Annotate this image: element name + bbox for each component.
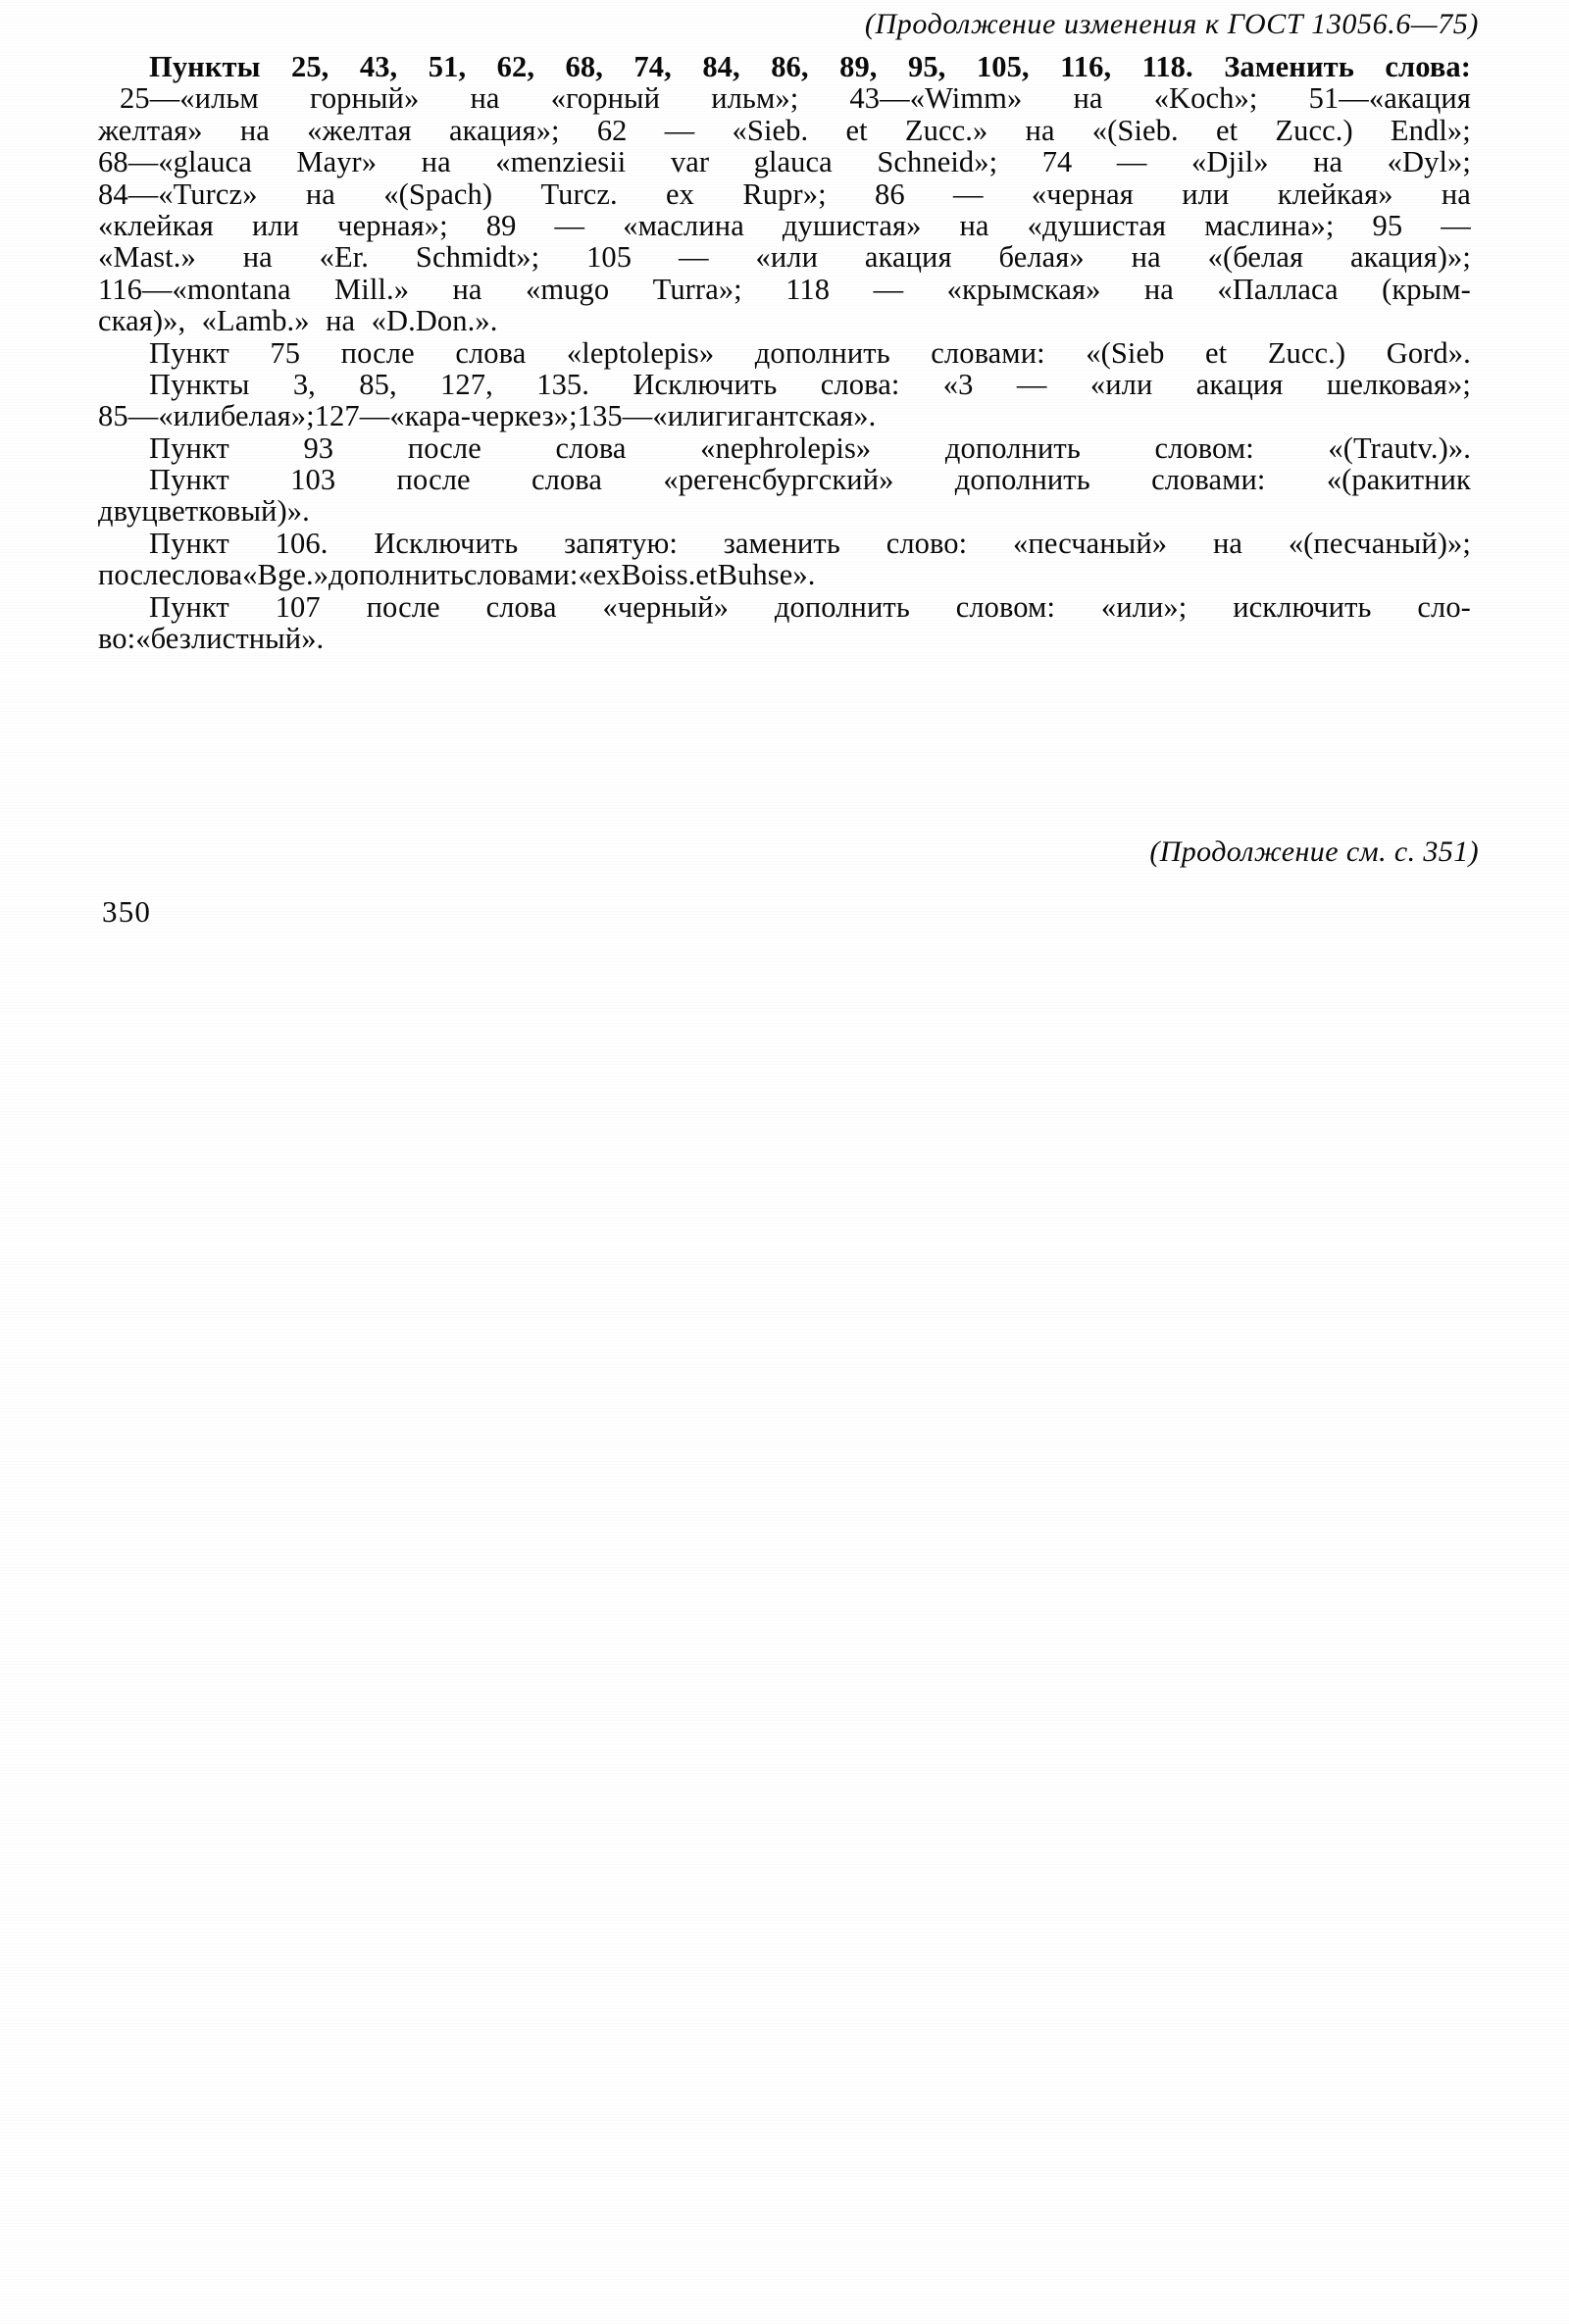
word: слова [172, 558, 243, 592]
word: желтая» [98, 113, 203, 147]
word: на [1441, 177, 1471, 211]
word: акация»; [448, 113, 560, 147]
word: после [396, 463, 471, 497]
word: «Koch»; [1153, 81, 1258, 116]
word: «черный» [602, 589, 730, 624]
word: 135 [577, 399, 623, 433]
word: Zucc.) [1267, 335, 1346, 370]
word: Пункт [149, 430, 229, 465]
word: слова [531, 463, 603, 497]
word: 127, [440, 367, 493, 401]
running-head: (Продолжение изменения к ГОСТ 13056.6—75) [864, 8, 1479, 40]
word: 84—«Turcz» [98, 177, 258, 211]
word: Zucc.» [904, 113, 988, 147]
word: на [1131, 240, 1161, 275]
word: после [340, 335, 415, 370]
word: горный» [309, 81, 420, 116]
word: словом: [955, 589, 1056, 624]
word: et [845, 113, 868, 147]
text-line [98, 51, 1471, 82]
word: «клейкая [98, 208, 214, 242]
word: на [470, 81, 500, 116]
word: 107 [275, 589, 321, 624]
word: словом: [1154, 430, 1254, 465]
text-line [98, 305, 1471, 336]
word: 135. [536, 367, 590, 401]
word: двуцветковый)». [98, 494, 310, 529]
word: слова [555, 430, 627, 465]
word: «Lamb.» [201, 304, 310, 338]
text-line [98, 495, 1471, 527]
word: на [239, 113, 270, 147]
word: — [622, 399, 653, 433]
word: 85 [98, 399, 128, 433]
text-line [98, 591, 1471, 623]
word: 89 [485, 208, 517, 242]
word: Mill.» [334, 272, 410, 306]
word: «(белая [1207, 240, 1304, 275]
word: слова: [1385, 50, 1471, 83]
word: на [1025, 113, 1055, 147]
paragraph [98, 337, 1471, 369]
word: 103 [290, 463, 336, 497]
word: 84, [702, 50, 740, 83]
word: 51—«акация [1308, 81, 1471, 116]
word: «или [652, 399, 715, 433]
word: et [695, 558, 718, 592]
word: Schneid»; [877, 145, 998, 179]
word: на [326, 304, 356, 338]
body-text-column [98, 51, 1471, 654]
word: «(ракитник [1326, 463, 1471, 497]
word: «или [755, 240, 819, 275]
word: гигантская». [714, 399, 877, 433]
word: — [1116, 145, 1147, 179]
word: 95, [907, 50, 946, 83]
text-line [98, 400, 1471, 431]
word: белая»; [220, 399, 315, 433]
word: «(Trautv.)». [1328, 430, 1471, 465]
word: словами: [931, 335, 1045, 370]
word: 86, [771, 50, 809, 83]
word: на [1073, 81, 1103, 116]
text-line [98, 178, 1471, 210]
word: «menziesii [495, 145, 627, 179]
paragraph [98, 432, 1471, 464]
text-line [98, 274, 1471, 305]
word [355, 305, 371, 336]
word: — [554, 208, 585, 242]
word: «(Spach) [383, 177, 493, 211]
text-line [98, 369, 1471, 400]
text-line [98, 464, 1471, 495]
word: 74 [1041, 145, 1073, 179]
word: Пункты [149, 367, 250, 401]
word: «3 [942, 367, 974, 401]
word: исключить [1233, 589, 1372, 624]
word: словами: [464, 558, 579, 592]
word: на [421, 145, 451, 179]
word: Исключить [633, 367, 778, 401]
word: «(Sieb [1086, 335, 1165, 370]
word: слова: [820, 367, 900, 401]
word: на [452, 272, 482, 306]
word: на [1212, 526, 1242, 560]
text-line [98, 623, 1471, 654]
word: Turra»; [652, 272, 742, 306]
word: 85, [359, 367, 397, 401]
word: «желтая [307, 113, 412, 147]
word: — [873, 272, 904, 306]
word: словами: [1151, 463, 1266, 497]
word: Заменить [1224, 50, 1354, 83]
word: слова [455, 335, 527, 370]
word: после [98, 558, 173, 592]
text-line [98, 115, 1471, 146]
word: на [305, 177, 335, 211]
word: et [1215, 113, 1239, 147]
word: дополнить [774, 589, 910, 624]
word: 75 [270, 335, 301, 370]
word: дополнить [754, 335, 890, 370]
word: glauca [753, 145, 833, 179]
word: Mayr» [296, 145, 378, 179]
word: 62 [596, 113, 628, 147]
word: «Sieb. [732, 113, 809, 147]
word: «крымская» [946, 272, 1101, 306]
word: Gord». [1386, 335, 1471, 370]
text-line [98, 82, 1471, 114]
word: «или»; [1100, 589, 1188, 624]
paragraph [98, 528, 1471, 591]
word: 51, [428, 50, 467, 83]
word: Endl»; [1390, 113, 1471, 147]
word: 68, [565, 50, 603, 83]
word: ex [666, 177, 695, 211]
word: «Dyl»; [1387, 145, 1471, 179]
word: et [1205, 335, 1228, 370]
word: — [664, 113, 695, 147]
word: «черная [1031, 177, 1134, 211]
word: на [242, 240, 273, 275]
word: Пункт [149, 335, 229, 370]
word: Пункты [149, 50, 261, 83]
word: 106. [275, 526, 329, 560]
word: — [953, 177, 984, 211]
word: сло- [1417, 589, 1471, 624]
word: после [407, 430, 481, 465]
word: — [679, 240, 709, 275]
word: слова [485, 589, 557, 624]
word: после [366, 589, 440, 624]
word: во: [98, 622, 136, 656]
word: (крым- [1382, 272, 1471, 306]
word: клейкая» [1277, 177, 1393, 211]
word: Rupr»; [742, 177, 827, 211]
word: акация [1195, 367, 1284, 401]
word [310, 305, 326, 336]
text-line [98, 337, 1471, 369]
word: ская)», [98, 304, 186, 338]
paragraph [98, 464, 1471, 528]
word: «или [1089, 367, 1153, 401]
word: 127 [314, 399, 360, 433]
word: — [359, 399, 390, 433]
word: заменить [723, 526, 840, 560]
word: 93 [303, 430, 334, 465]
word: Buhse». [717, 558, 816, 592]
paragraph [98, 591, 1471, 655]
page-number: 350 [102, 894, 152, 929]
word: «mugo [526, 272, 610, 306]
word: дополнить [944, 430, 1081, 465]
word: «(песчаный)»; [1288, 526, 1471, 560]
word: 105, [976, 50, 1030, 83]
word: 43, [359, 50, 398, 83]
word: 74, [633, 50, 672, 83]
word: 95 [1372, 208, 1403, 242]
word: душистая» [782, 208, 922, 242]
word: «Палласа [1217, 272, 1339, 306]
word: Исключить [374, 526, 519, 560]
word: «(Sieb. [1091, 113, 1179, 147]
word: Пункт [149, 463, 229, 497]
word: «регенсбургский» [663, 463, 894, 497]
word: Schmidt»; [415, 240, 540, 275]
word: на [959, 208, 989, 242]
word: 43—«Wimm» [849, 81, 1023, 116]
word: Пункт [149, 526, 229, 560]
word: на [1143, 272, 1174, 306]
text-line [98, 210, 1471, 241]
word: «безлистный». [135, 622, 325, 656]
word: 62, [496, 50, 535, 83]
word: 105 [586, 240, 633, 275]
word: — [1016, 367, 1047, 401]
word [185, 305, 201, 336]
paragraph [98, 369, 1471, 432]
word: «Djil» [1191, 145, 1269, 179]
word: 3, [292, 367, 316, 401]
word: 86 [874, 177, 905, 211]
word: «душистая [1027, 208, 1167, 242]
word: слово: [886, 526, 968, 560]
word: 89, [839, 50, 878, 83]
word: «leptolepis» [566, 335, 715, 370]
word: — [127, 399, 159, 433]
word: «Mast.» [98, 240, 196, 275]
text-line [98, 432, 1471, 464]
word: «ех [578, 558, 622, 592]
word: «песчаный» [1013, 526, 1168, 560]
word: дополнить [954, 463, 1090, 497]
word: 116, [1060, 50, 1112, 83]
word: Zucc.) [1275, 113, 1353, 147]
word: шелковая»; [1326, 367, 1471, 401]
word: запятую: [564, 526, 678, 560]
word: 68—«glauca [98, 145, 252, 179]
word: «D. [371, 304, 416, 338]
word: 116—«montana [98, 272, 291, 306]
text-line [98, 528, 1471, 559]
paragraph [98, 51, 1471, 337]
word: 25—«ильм [120, 81, 259, 116]
text-line [98, 241, 1471, 273]
word: или [1182, 177, 1230, 211]
word: дополнить [329, 558, 464, 592]
word: «кара-черкез»; [389, 399, 578, 433]
word: Пункт [149, 589, 229, 624]
text-line [98, 146, 1471, 177]
word: Boiss. [621, 558, 696, 592]
word: ильм»; [711, 81, 799, 116]
word: «горный [550, 81, 661, 116]
word: 118 [785, 272, 831, 306]
word: белая» [998, 240, 1085, 275]
word: «Bge.» [242, 558, 329, 592]
word: маслина»; [1204, 208, 1335, 242]
text-line [98, 559, 1471, 590]
word: «Er. [319, 240, 370, 275]
word: акация [864, 240, 952, 275]
word: 118. [1141, 50, 1193, 83]
word: «nephrolepis» [700, 430, 872, 465]
word: черная»; [337, 208, 448, 242]
word: Don.». [415, 304, 498, 338]
word: «маслина [623, 208, 744, 242]
word: или [251, 208, 300, 242]
word: на [1313, 145, 1343, 179]
word: «или [158, 399, 221, 433]
word: Turcz. [540, 177, 618, 211]
word: — [1441, 208, 1471, 242]
word: var [670, 145, 710, 179]
continuation-note: (Продолжение см. с. 351) [1149, 835, 1479, 868]
word: 25, [290, 50, 329, 83]
word: акация)»; [1350, 240, 1471, 275]
